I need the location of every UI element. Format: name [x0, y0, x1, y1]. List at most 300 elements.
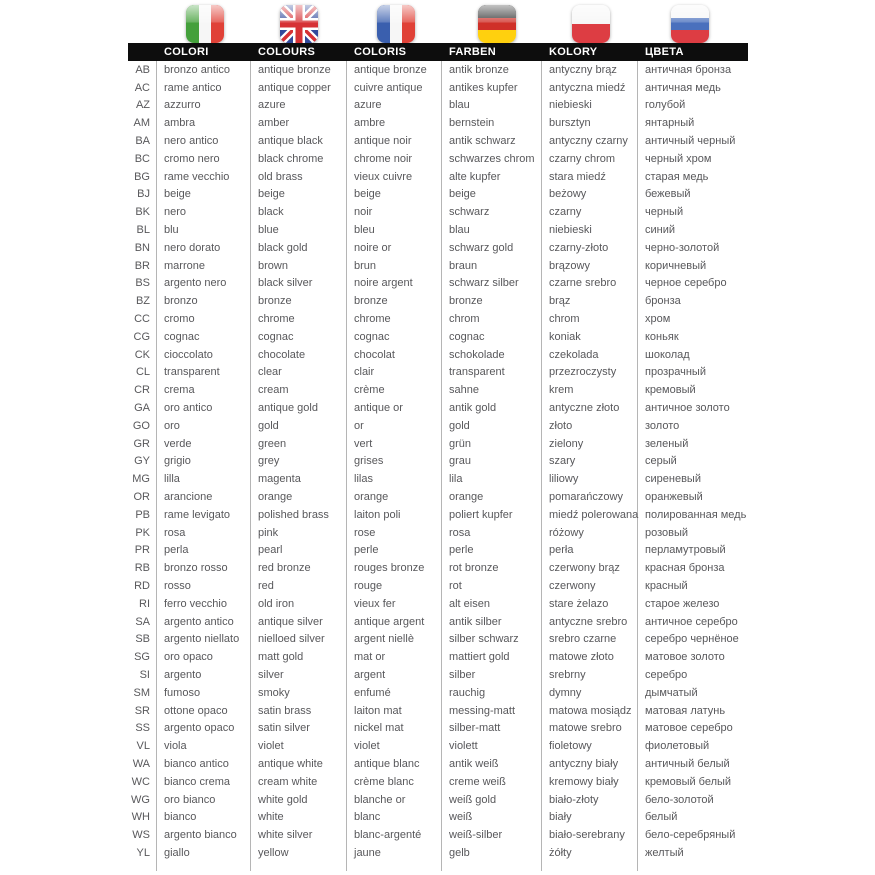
gloss-overlay	[377, 5, 415, 43]
polish-name-cell: matowe złoto	[542, 648, 638, 666]
polish-name-cell: beżowy	[542, 186, 638, 204]
russian-name-cell: розовый	[645, 526, 689, 539]
flag-germany-icon	[478, 5, 516, 43]
french-name-cell: ambre	[347, 114, 442, 132]
italian-name-cell: nero antico	[157, 132, 251, 150]
italian-name-cell: grigio	[157, 453, 251, 471]
italian-name-cell: argento antico	[157, 613, 251, 631]
french-name-cell: orange	[347, 488, 442, 506]
german-name-cell: alt eisen	[442, 595, 542, 613]
english-name-cell: brown	[251, 257, 347, 275]
flag-uk-icon	[280, 5, 318, 43]
column-header-italian: COLORI	[164, 46, 209, 58]
english-name-cell: cream white	[251, 773, 347, 791]
code-cell: WS	[128, 826, 157, 844]
column-header-english: COLOURS	[258, 46, 316, 58]
english-name-cell: silver	[251, 666, 347, 684]
italian-name-cell: viola	[157, 737, 251, 755]
english-name-cell: white silver	[251, 826, 347, 844]
code-cell: BJ	[128, 186, 157, 204]
russian-name-cell: античный белый	[645, 757, 730, 770]
code-cell: WC	[128, 773, 157, 791]
italian-name-cell: rosso	[157, 577, 251, 595]
german-name-cell: schokolade	[442, 346, 542, 364]
italian-name-cell: cioccolato	[157, 346, 251, 364]
english-name-cell: white gold	[251, 791, 347, 809]
table-row	[128, 61, 748, 79]
polish-name-cell: stare żelazo	[542, 595, 638, 613]
spacer-cell	[442, 862, 542, 871]
table-row	[128, 292, 748, 310]
italian-name-cell: nero dorato	[157, 239, 251, 257]
english-name-cell: antique gold	[251, 399, 347, 417]
french-name-cell: vieux cuivre	[347, 168, 442, 186]
english-name-cell: magenta	[251, 470, 347, 488]
polish-name-cell: szary	[542, 453, 638, 471]
english-name-cell: black gold	[251, 239, 347, 257]
polish-name-cell: brąz	[542, 292, 638, 310]
russian-name-cell: шоколад	[645, 348, 690, 361]
table-row	[128, 310, 748, 328]
gloss-overlay	[478, 5, 516, 43]
italian-name-cell: perla	[157, 542, 251, 560]
code-cell: GO	[128, 417, 157, 435]
italian-name-cell: argento	[157, 666, 251, 684]
english-name-cell: black silver	[251, 275, 347, 293]
russian-name-cell: бело-золотой	[645, 793, 714, 806]
polish-name-cell: brązowy	[542, 257, 638, 275]
english-name-cell: blue	[251, 221, 347, 239]
russian-name-cell: коньяк	[645, 330, 679, 343]
russian-name-cell: дымчатый	[645, 686, 698, 699]
code-cell: SM	[128, 684, 157, 702]
gloss-overlay	[280, 5, 318, 43]
russian-name-cell: серый	[645, 455, 677, 468]
italian-name-cell: argento nero	[157, 275, 251, 293]
table-row	[128, 613, 748, 631]
german-name-cell: transparent	[442, 364, 542, 382]
french-name-cell: nickel mat	[347, 719, 442, 737]
russian-name-cell: красный	[645, 580, 688, 592]
french-name-cell: blanc	[347, 808, 442, 826]
german-name-cell: chrom	[442, 310, 542, 328]
english-name-cell: black	[251, 203, 347, 221]
russian-name-cell: черно-золотой	[645, 241, 720, 254]
english-name-cell: green	[251, 435, 347, 453]
russian-name-cell: янтарный	[645, 117, 695, 130]
russian-name-cell: сиреневый	[645, 473, 701, 486]
table-row	[128, 132, 748, 150]
english-name-cell: amber	[251, 114, 347, 132]
code-cell: SI	[128, 666, 157, 684]
english-name-cell: white	[251, 808, 347, 826]
table-row	[128, 595, 748, 613]
english-name-cell: pearl	[251, 542, 347, 560]
italian-name-cell: blu	[157, 221, 251, 239]
table-row	[128, 470, 748, 488]
french-name-cell: or	[347, 417, 442, 435]
code-cell: AB	[128, 61, 157, 79]
table-row	[128, 346, 748, 364]
table-row	[128, 435, 748, 453]
english-name-cell: red	[251, 577, 347, 595]
code-cell: SB	[128, 631, 157, 649]
polish-name-cell: antyczny brąz	[542, 61, 638, 79]
table-row	[128, 773, 748, 791]
italian-name-cell: cromo nero	[157, 150, 251, 168]
russian-name-cell: кремовый	[645, 384, 696, 397]
table-row	[128, 257, 748, 275]
german-name-cell: perle	[442, 542, 542, 560]
russian-name-cell: зеленый	[645, 437, 689, 450]
french-name-cell: chocolat	[347, 346, 442, 364]
table-row	[128, 808, 748, 826]
table-row	[128, 648, 748, 666]
polish-name-cell: pomarańczowy	[542, 488, 638, 506]
russian-name-cell: черный	[645, 206, 684, 219]
english-name-cell: bronze	[251, 292, 347, 310]
english-name-cell: nielloed silver	[251, 631, 347, 649]
english-name-cell: antique bronze	[251, 61, 347, 79]
italian-name-cell: ferro vecchio	[157, 595, 251, 613]
italian-name-cell: transparent	[157, 364, 251, 382]
german-name-cell: antikes kupfer	[442, 79, 542, 97]
code-cell: YL	[128, 844, 157, 862]
french-name-cell: antique blanc	[347, 755, 442, 773]
code-cell: BZ	[128, 292, 157, 310]
polish-name-cell: antyczne złoto	[542, 399, 638, 417]
german-name-cell: poliert kupfer	[442, 506, 542, 524]
polish-name-cell: antyczna miedź	[542, 79, 638, 97]
russian-name-cell: античный черный	[645, 135, 736, 148]
italian-name-cell: azzurro	[157, 97, 251, 115]
code-cell: BK	[128, 203, 157, 221]
german-name-cell: antik bronze	[442, 61, 542, 79]
german-name-cell: creme weiß	[442, 773, 542, 791]
german-name-cell: antik weiß	[442, 755, 542, 773]
code-cell: AZ	[128, 97, 157, 115]
german-name-cell: mattiert gold	[442, 648, 542, 666]
german-name-cell: lila	[442, 470, 542, 488]
german-name-cell: orange	[442, 488, 542, 506]
flag-france-icon	[377, 5, 415, 43]
code-cell: BS	[128, 275, 157, 293]
polish-name-cell: biało-serebrany	[542, 826, 638, 844]
german-name-cell: grün	[442, 435, 542, 453]
french-name-cell: bronze	[347, 292, 442, 310]
french-name-cell: violet	[347, 737, 442, 755]
column-header-polish: KOLORY	[549, 46, 598, 58]
table-row	[128, 168, 748, 186]
table-row	[128, 631, 748, 649]
french-name-cell: noir	[347, 203, 442, 221]
table-row	[128, 239, 748, 257]
polish-name-cell: koniak	[542, 328, 638, 346]
spacer-cell	[128, 862, 157, 871]
french-name-cell: antique noir	[347, 132, 442, 150]
code-cell: BL	[128, 221, 157, 239]
english-name-cell: pink	[251, 524, 347, 542]
german-name-cell: gelb	[442, 844, 542, 862]
polish-name-cell: perła	[542, 542, 638, 560]
italian-name-cell: argento bianco	[157, 826, 251, 844]
german-name-cell: schwarzes chrom	[442, 150, 542, 168]
english-name-cell: antique white	[251, 755, 347, 773]
english-name-cell: gold	[251, 417, 347, 435]
french-name-cell: vieux fer	[347, 595, 442, 613]
french-name-cell: argent niellè	[347, 631, 442, 649]
english-name-cell: matt gold	[251, 648, 347, 666]
russian-name-cell: серебро	[645, 668, 688, 681]
table-row	[128, 328, 748, 346]
english-name-cell: antique copper	[251, 79, 347, 97]
table-body	[128, 61, 748, 871]
english-name-cell: beige	[251, 186, 347, 204]
russian-name-cell: бело-серебряный	[645, 829, 736, 842]
german-name-cell: braun	[442, 257, 542, 275]
german-name-cell: weiß	[442, 808, 542, 826]
russian-name-cell: синий	[645, 224, 676, 237]
code-cell: WA	[128, 755, 157, 773]
russian-name-cell: матовое золото	[645, 651, 725, 664]
polish-name-cell: stara miedź	[542, 168, 638, 186]
french-name-cell: antique argent	[347, 613, 442, 631]
code-cell: CG	[128, 328, 157, 346]
code-cell: CR	[128, 381, 157, 399]
italian-name-cell: lilla	[157, 470, 251, 488]
spacer-cell	[251, 862, 347, 871]
english-name-cell: chrome	[251, 310, 347, 328]
french-name-cell: cognac	[347, 328, 442, 346]
polish-name-cell: zielony	[542, 435, 638, 453]
italian-name-cell: bronzo	[157, 292, 251, 310]
german-name-cell: rot bronze	[442, 559, 542, 577]
code-cell: RD	[128, 577, 157, 595]
table-row	[128, 844, 748, 862]
french-name-cell: laiton mat	[347, 702, 442, 720]
polish-name-cell: miedź polerowana	[542, 506, 638, 524]
table-row	[128, 506, 748, 524]
german-name-cell: gold	[442, 417, 542, 435]
english-name-cell: clear	[251, 364, 347, 382]
english-name-cell: polished brass	[251, 506, 347, 524]
table-row	[128, 684, 748, 702]
polish-name-cell: przezroczysty	[542, 364, 638, 382]
english-name-cell: yellow	[251, 844, 347, 862]
table-row	[128, 186, 748, 204]
italian-name-cell: bianco antico	[157, 755, 251, 773]
flag-italy-icon	[186, 5, 224, 43]
german-name-cell: rosa	[442, 524, 542, 542]
table-header-row	[128, 43, 748, 61]
code-cell: AC	[128, 79, 157, 97]
russian-name-cell: желтый	[645, 846, 684, 859]
code-cell: OR	[128, 488, 157, 506]
russian-name-cell: полированная медь	[645, 508, 747, 521]
english-name-cell: old brass	[251, 168, 347, 186]
french-name-cell: enfumé	[347, 684, 442, 702]
polish-name-cell: srebrny	[542, 666, 638, 684]
table-row	[128, 417, 748, 435]
russian-name-cell: античное серебро	[645, 615, 738, 628]
french-name-cell: blanc-argenté	[347, 826, 442, 844]
russian-name-cell: старая медь	[645, 170, 709, 183]
german-name-cell: silber-matt	[442, 719, 542, 737]
polish-name-cell: czerwony brąz	[542, 559, 638, 577]
table-row	[128, 702, 748, 720]
french-name-cell: grises	[347, 453, 442, 471]
italian-name-cell: argento niellato	[157, 631, 251, 649]
russian-name-cell: прозрачный	[645, 366, 706, 379]
polish-name-cell: kremowy biały	[542, 773, 638, 791]
french-name-cell: perle	[347, 542, 442, 560]
french-name-cell: lilas	[347, 470, 442, 488]
russian-name-cell: матовая латунь	[645, 704, 726, 717]
polish-name-cell: złoto	[542, 417, 638, 435]
column-header-french: COLORIS	[354, 46, 407, 58]
table-row	[128, 524, 748, 542]
polish-name-cell: antyczny biały	[542, 755, 638, 773]
german-name-cell: antik gold	[442, 399, 542, 417]
flag-poland-icon	[572, 5, 610, 43]
english-name-cell: satin brass	[251, 702, 347, 720]
polish-name-cell: matowa mosiądz	[542, 702, 638, 720]
german-name-cell: beige	[442, 186, 542, 204]
polish-name-cell: czerwony	[542, 577, 638, 595]
italian-name-cell: oro bianco	[157, 791, 251, 809]
russian-name-cell: античное золото	[645, 402, 730, 415]
english-name-cell: antique black	[251, 132, 347, 150]
table-footer-spacer	[128, 862, 748, 871]
german-name-cell: messing-matt	[442, 702, 542, 720]
polish-name-cell: żółty	[542, 844, 638, 862]
polish-name-cell: dymny	[542, 684, 638, 702]
english-name-cell: cognac	[251, 328, 347, 346]
french-name-cell: jaune	[347, 844, 442, 862]
german-name-cell: schwarz	[442, 203, 542, 221]
german-name-cell: schwarz gold	[442, 239, 542, 257]
table-row	[128, 221, 748, 239]
code-cell: RI	[128, 595, 157, 613]
german-name-cell: antik silber	[442, 613, 542, 631]
italian-name-cell: cognac	[157, 328, 251, 346]
code-cell: SS	[128, 719, 157, 737]
table-row	[128, 364, 748, 382]
russian-name-cell: золото	[645, 419, 680, 432]
italian-name-cell: oro	[157, 417, 251, 435]
italian-name-cell: beige	[157, 186, 251, 204]
french-name-cell: rouges bronze	[347, 559, 442, 577]
french-name-cell: mat or	[347, 648, 442, 666]
table-row	[128, 150, 748, 168]
polish-name-cell: czekolada	[542, 346, 638, 364]
italian-name-cell: bianco	[157, 808, 251, 826]
french-name-cell: rouge	[347, 577, 442, 595]
spacer-cell	[347, 862, 442, 871]
russian-name-cell: черный хром	[645, 152, 712, 165]
table-row	[128, 79, 748, 97]
table-row	[128, 275, 748, 293]
spacer-cell	[157, 862, 251, 871]
english-name-cell: azure	[251, 97, 347, 115]
italian-name-cell: rame levigato	[157, 506, 251, 524]
russian-name-cell: белый	[645, 811, 678, 824]
french-name-cell: cuivre antique	[347, 79, 442, 97]
polish-name-cell: czarny	[542, 203, 638, 221]
russian-name-cell: кремовый белый	[645, 775, 732, 788]
english-name-cell: satin silver	[251, 719, 347, 737]
english-name-cell: grey	[251, 453, 347, 471]
italian-name-cell: rame antico	[157, 79, 251, 97]
table-row	[128, 719, 748, 737]
russian-name-cell: фиолетовый	[645, 740, 710, 753]
english-name-cell: old iron	[251, 595, 347, 613]
italian-name-cell: nero	[157, 203, 251, 221]
code-cell: PK	[128, 524, 157, 542]
table-row	[128, 826, 748, 844]
table-row	[128, 559, 748, 577]
german-name-cell: antik schwarz	[442, 132, 542, 150]
polish-name-cell: biały	[542, 808, 638, 826]
italian-name-cell: rame vecchio	[157, 168, 251, 186]
russian-name-cell: оранжевый	[645, 491, 703, 504]
french-name-cell: noire or	[347, 239, 442, 257]
russian-name-cell: старое железо	[645, 597, 720, 610]
russian-name-cell: перламутровый	[645, 544, 726, 557]
french-name-cell: chrome	[347, 310, 442, 328]
german-name-cell: silber schwarz	[442, 631, 542, 649]
code-cell: BR	[128, 257, 157, 275]
english-name-cell: black chrome	[251, 150, 347, 168]
french-name-cell: noire argent	[347, 275, 442, 293]
italian-name-cell: arancione	[157, 488, 251, 506]
russian-name-cell: античная бронза	[645, 63, 732, 76]
gloss-overlay	[186, 5, 224, 43]
french-name-cell: brun	[347, 257, 442, 275]
english-name-cell: chocolate	[251, 346, 347, 364]
code-cell: PR	[128, 542, 157, 560]
french-name-cell: argent	[347, 666, 442, 684]
german-name-cell: weiß gold	[442, 791, 542, 809]
french-name-cell: crème blanc	[347, 773, 442, 791]
spacer-cell	[638, 862, 748, 871]
german-name-cell: sahne	[442, 381, 542, 399]
code-cell: MG	[128, 470, 157, 488]
italian-name-cell: ottone opaco	[157, 702, 251, 720]
polish-name-cell: liliowy	[542, 470, 638, 488]
polish-name-cell: matowe srebro	[542, 719, 638, 737]
polish-name-cell: niebieski	[542, 97, 638, 115]
russian-name-cell: серебро чернёное	[645, 633, 739, 646]
french-name-cell: azure	[347, 97, 442, 115]
german-name-cell: bernstein	[442, 114, 542, 132]
french-name-cell: clair	[347, 364, 442, 382]
italian-name-cell: marrone	[157, 257, 251, 275]
polish-name-cell: antyczny czarny	[542, 132, 638, 150]
russian-name-cell: голубой	[645, 99, 686, 112]
french-name-cell: beige	[347, 186, 442, 204]
polish-name-cell: fioletowy	[542, 737, 638, 755]
german-name-cell: rauchig	[442, 684, 542, 702]
german-name-cell: silber	[442, 666, 542, 684]
french-name-cell: bleu	[347, 221, 442, 239]
polish-name-cell: chrom	[542, 310, 638, 328]
italian-name-cell: bronzo antico	[157, 61, 251, 79]
french-name-cell: blanche or	[347, 791, 442, 809]
code-cell: CC	[128, 310, 157, 328]
russian-name-cell: бронза	[645, 295, 681, 308]
english-name-cell: orange	[251, 488, 347, 506]
